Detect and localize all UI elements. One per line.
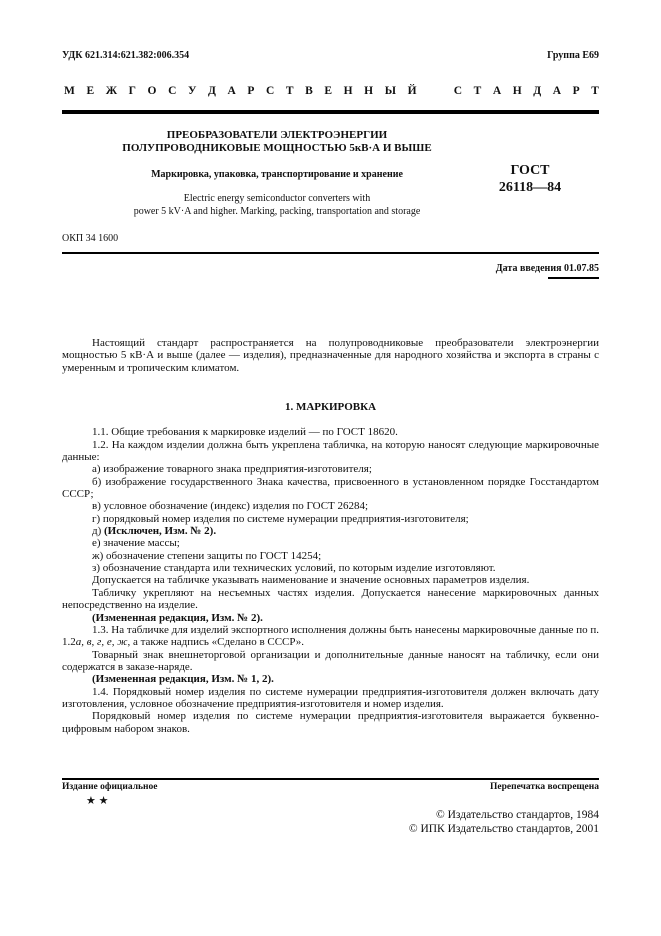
excluded-note: (Исключен, Изм. № 2). xyxy=(104,525,217,538)
list-item-b: б) изображение государственного Знака качества, присвоенного в установленном порядке Госстандартом СССР; xyxy=(62,475,599,501)
list-item-v: в) условное обозначение (индекс) изделия по ГОСТ 26284; xyxy=(92,500,369,513)
title-line-2: ПОЛУПРОВОДНИКОВЫЕ МОЩНОСТЬЮ 5кВ·А И ВЫШЕ xyxy=(122,142,432,154)
heading-letter: Д xyxy=(533,85,542,97)
heading-letter: А xyxy=(492,85,502,97)
okp-code: ОКП 34 1600 xyxy=(62,233,119,244)
heading-gap xyxy=(428,85,442,97)
copyright xyxy=(409,808,599,836)
revision-note: (Измененная редакция, Изм. № 2). xyxy=(92,611,263,624)
serial-paragraph: Порядковый номер изделия по системе нумерации предприятия-изготовителя выражается буквенно-цифровым набором знаков. xyxy=(62,710,599,735)
heading-letter: С xyxy=(168,85,177,97)
heading-letter: С xyxy=(453,85,462,97)
list-item-zh: ж) обозначение степени защиты по ГОСТ 14254; xyxy=(92,549,322,562)
clause-1-2: 1.2. На каждом изделии должна быть укреплена табличка, на которую наносят следующие маркировочные данные: xyxy=(62,438,599,464)
gost-number: 26118—84 xyxy=(498,180,562,195)
heading-letter: С xyxy=(266,85,275,97)
english-title-line-1: Electric energy semiconductor converters with xyxy=(183,193,371,204)
english-title-line-2: power 5 kV·A and higher. Marking, packing, transportation and storage xyxy=(133,206,421,217)
list-item-d-prefix: д) xyxy=(92,525,105,538)
plate-paragraph: Табличку укрепляют на несъемных частях изделия. Допускается нанесение маркировочных данных непосредственно на изделие. xyxy=(62,586,599,612)
heading-letter: Т xyxy=(591,85,599,97)
list-item-z: з) обозначение стандарта или технических условий, по которым изделие изготовляют. xyxy=(92,562,496,575)
list-item-a: а) изображение товарного знака предприятия-изготовителя; xyxy=(92,463,372,476)
heading-letter: М xyxy=(64,85,75,97)
section-1 xyxy=(62,401,599,735)
list-item-g: г) порядковый номер изделия по системе нумерации предприятия-изготовителя; xyxy=(92,512,469,525)
heading-letter: Ы xyxy=(384,85,396,97)
date-underline xyxy=(548,277,599,279)
heading-letter: Е xyxy=(324,85,333,97)
divider xyxy=(62,252,599,254)
official-edition: Издание официальное xyxy=(62,782,158,792)
udk-code: УДК 621.314:621.382:006.354 xyxy=(62,50,190,61)
heading-letter: Й xyxy=(407,85,417,97)
heading-letter: В xyxy=(305,85,313,97)
list-item-e: е) значение массы; xyxy=(92,537,180,550)
english-title xyxy=(62,192,492,218)
heading-letter: Н xyxy=(364,85,374,97)
trademark-paragraph: Товарный знак внешнеторговой организации и дополнительные данные наносят на табличку, если они содержатся в заказе-наряде. xyxy=(62,648,599,673)
stars-icon: ★ ★ xyxy=(86,795,109,807)
heading-letter: А xyxy=(227,85,236,97)
list-item-d xyxy=(62,525,599,537)
intro-paragraph xyxy=(62,337,599,374)
document-subtitle: Маркировка, упаковка, транспортирование и хранение xyxy=(151,169,403,180)
heading-letter: А xyxy=(552,85,562,97)
heading-letter: Е xyxy=(86,85,95,97)
reprint-prohibited: Перепечатка воспрещена xyxy=(489,782,599,792)
allowed-paragraph: Допускается на табличке указывать наименование и значение основных параметров изделия. xyxy=(92,574,530,587)
document-title xyxy=(62,129,492,155)
footer-divider xyxy=(62,778,599,780)
heading-letter: О xyxy=(147,85,157,97)
date-label: Дата введения xyxy=(495,263,564,274)
clause-1-1: 1.1. Общие требования к маркировке изделий — по ГОСТ 18620. xyxy=(92,426,398,439)
heading-letter: Г xyxy=(128,85,136,97)
standard-type-heading xyxy=(64,85,599,97)
title-line-1: ПРЕОБРАЗОВАТЕЛИ ЭЛЕКТРОЭНЕРГИИ xyxy=(166,129,388,141)
heading-letter: Р xyxy=(247,85,255,97)
revision-note: (Измененная редакция, Изм. № 1, 2). xyxy=(92,673,274,686)
gost-label: ГОСТ xyxy=(510,163,550,178)
heading-letter: Н xyxy=(512,85,522,97)
clause-1-3-items: а, в, г, е, ж xyxy=(75,636,128,649)
copyright-1984: © Издательство стандартов, 1984 xyxy=(435,809,599,821)
gost-designation xyxy=(480,162,580,196)
section-heading: 1. МАРКИРОВКА xyxy=(284,401,377,413)
intro-text: Настоящий стандарт распространяется на полупроводниковые преобразователи электроэнергии мощностью 5 кВ·А и выше (далее — изделия), предназначенные для народного хозяйства и экспорта в страны с умеренным и тропическим климатом. xyxy=(62,337,599,374)
copyright-2001: © ИПК Издательство стандартов, 2001 xyxy=(408,823,599,835)
clause-1-4: 1.4. Порядковый номер изделия по системе нумерации предприятия-изготовителя должен включать дату изготовления, условное обозначение предприятия-изготовителя и номер изделия. xyxy=(62,685,599,710)
divider xyxy=(62,110,599,114)
heading-letter: Д xyxy=(208,85,216,97)
heading-letter: Т xyxy=(285,85,294,97)
clause-1-3-tail: , а также надпись «Сделано в СССР». xyxy=(127,636,305,649)
heading-letter: У xyxy=(187,85,197,97)
group-code: Группа Е69 xyxy=(547,50,599,61)
heading-letter: Р xyxy=(572,85,580,97)
effective-date xyxy=(496,263,599,274)
heading-letter: Т xyxy=(473,85,482,97)
heading-letter: Ж xyxy=(105,85,118,97)
clause-1-3-text: 1.3. На табличке для изделий экспортного исполнения должны быть нанесены маркировочные данные по п. 1.2 xyxy=(62,623,599,649)
clause-1-3 xyxy=(62,624,599,649)
heading-letter: Н xyxy=(343,85,353,97)
date-value: 01.07.85 xyxy=(564,263,599,274)
